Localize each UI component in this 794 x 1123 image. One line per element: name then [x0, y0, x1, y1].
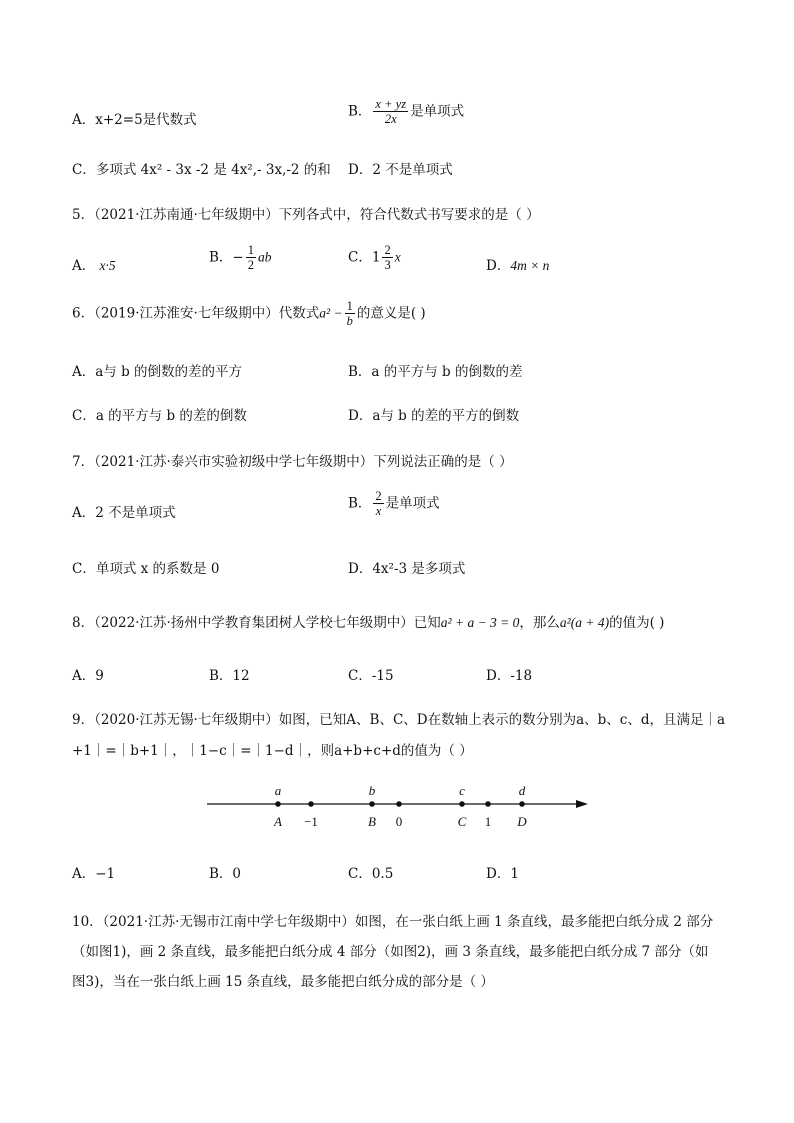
- q5-option-a-expr: x·5: [99, 258, 116, 273]
- q4-option-c: C．多项式 4x² - 3x -2 是 4x²,- 3x,-2 的和: [72, 162, 331, 178]
- q6-stem-head: 6．（2019·江苏淮安·七年级期中）代数式: [72, 305, 320, 322]
- point-d-dot: [519, 801, 525, 807]
- q8-stem-head: 8．（2022·江苏·扬州中学教育集团树人学校七年级期中）已知: [72, 615, 441, 631]
- q5-option-c-tail: x: [394, 249, 401, 265]
- top-label-c: c: [459, 783, 465, 798]
- q5-option-c-fraction: [382, 243, 392, 273]
- q6-option-c: C．a 的平方与 b 的差的倒数: [72, 408, 247, 424]
- q6-option-d: D．a与 b 的差的平方的倒数: [348, 408, 520, 424]
- top-label-b: b: [368, 783, 376, 798]
- q10-stem-line2: （如图1)，画 2 条直线，最多能把白纸分成 4 部分（如图2)，画 3 条直线，最多能把白纸分成 7 部分（如: [72, 944, 709, 960]
- q5-option-c-numerator: 2: [384, 243, 391, 257]
- tick-minus-one-dot: [308, 801, 314, 807]
- q6-stem-denominator: b: [346, 314, 353, 329]
- bottom-label-one: 1: [484, 814, 492, 829]
- q8-option-a: A．9: [72, 668, 104, 684]
- q5-option-d-label: D．: [486, 258, 511, 274]
- q4-option-a: A．x+2=5是代数式: [72, 112, 197, 128]
- q8-stem-expr2: a²(a + 4): [559, 615, 610, 630]
- q6-stem: [72, 299, 426, 329]
- number-line-figure: [0, 775, 794, 835]
- q5-option-c-denominator: 3: [384, 258, 391, 273]
- q5-option-b-fraction: [246, 243, 256, 273]
- bottom-label-C: C: [457, 814, 467, 829]
- q4-option-d: D．2 不是单项式: [348, 162, 453, 178]
- q6-option-a: A．a与 b 的倒数的差的平方: [72, 364, 243, 380]
- q5-option-d: [486, 254, 549, 274]
- q8-stem-tail: 的值为( ): [609, 615, 665, 631]
- point-b-dot: [369, 801, 375, 807]
- q5-option-a: [72, 254, 116, 274]
- q5-option-b: [209, 243, 271, 273]
- q6-stem-tail: 的意义是( ): [356, 305, 426, 322]
- tick-one-dot: [485, 801, 491, 807]
- q10-stem-line1: 10．（2021·江苏·无锡市江南中学七年级期中）如图，在一张白纸上画 1 条直线，最多能把白纸分成 2 部分: [72, 914, 714, 930]
- q8-option-c: C．-15: [348, 668, 394, 684]
- top-label-a: a: [274, 783, 282, 798]
- q5-option-b-tail: ab: [257, 249, 272, 265]
- q8-option-b: B．12: [209, 668, 250, 684]
- q6-stem-numerator: 1: [346, 299, 353, 313]
- q9-option-c: C．0.5: [348, 866, 394, 882]
- q5-option-b-denominator: 2: [247, 258, 254, 273]
- q9-option-d: D．1: [486, 866, 519, 882]
- q4-option-b-label: B．: [348, 103, 372, 120]
- q5-stem: 5．（2021·江苏南通·七年级期中）下列各式中，符合代数式书写要求的是（ ）: [72, 207, 540, 223]
- bottom-label-minus-one: −1: [304, 814, 318, 829]
- bottom-label-zero: 0: [395, 814, 403, 829]
- q8-option-d: D．-18: [486, 668, 533, 684]
- q5-option-b-numerator: 1: [247, 243, 254, 257]
- q6-option-b: B．a 的平方与 b 的倒数的差: [348, 364, 523, 380]
- q7-option-b: [348, 489, 440, 519]
- bottom-label-A: A: [274, 814, 282, 829]
- q9-option-b: B．0: [209, 866, 242, 882]
- q7-option-b-denominator: x: [375, 504, 382, 519]
- q4-option-b-tail: 是单项式: [410, 103, 465, 120]
- q9-stem-line2: +1｜=｜b+1｜，｜1−c｜=｜1−d｜，则a+b+c+d的值为（ ）: [72, 743, 473, 759]
- point-c-dot: [459, 801, 465, 807]
- top-label-d: d: [518, 783, 526, 798]
- q9-option-a: A．−1: [72, 866, 116, 882]
- q5-option-c-whole: 1: [371, 249, 381, 266]
- q4-option-b-fraction: [373, 97, 408, 127]
- q4-option-b-numerator: x + yz: [375, 97, 407, 111]
- bottom-label-B: B: [368, 814, 376, 829]
- q7-option-b-numerator: 2: [375, 489, 382, 503]
- q4-option-b: [348, 97, 464, 127]
- q7-option-a: A．2 不是单项式: [72, 505, 176, 521]
- q5-option-c-label: C．: [348, 249, 372, 266]
- q4-option-b-denominator: 2x: [384, 112, 397, 127]
- q6-stem-expr: a² −: [319, 305, 343, 321]
- point-a-dot: [275, 801, 281, 807]
- q5-option-a-label: A．: [72, 258, 96, 274]
- q5-option-c: [348, 243, 401, 273]
- q5-option-d-expr: 4m × n: [510, 258, 550, 273]
- q7-stem: 7．（2021·江苏·泰兴市实验初级中学七年级期中）下列说法正确的是（ ）: [72, 454, 513, 470]
- q7-option-b-label: B．: [348, 495, 372, 512]
- q6-stem-fraction: [345, 299, 355, 329]
- q8-stem-mid: ，那么: [519, 615, 560, 631]
- q8-stem-expr1: a² + a − 3 = 0: [440, 615, 520, 630]
- q9-stem-line1: 9．（2020·江苏无锡·七年级期中）如图，已知A、B、C、D在数轴上表示的数分别为a、b、c、d，且满足｜a: [72, 712, 726, 728]
- q10-stem-line3: 图3)，当在一张白纸上画 15 条直线，最多能把白纸分成的部分是（ ）: [72, 974, 494, 990]
- q5-option-b-label: B．: [209, 249, 233, 266]
- tick-zero-dot: [396, 801, 402, 807]
- number-line-arrow: [576, 800, 588, 808]
- q7-option-b-fraction: [373, 489, 383, 519]
- q7-option-b-tail: 是单项式: [385, 495, 440, 512]
- q7-option-d: D．4x²-3 是多项式: [348, 561, 466, 577]
- q7-option-c: C．单项式 x 的系数是 0: [72, 561, 220, 577]
- bottom-label-D: D: [517, 814, 527, 829]
- q8-stem: [72, 611, 664, 631]
- q5-option-b-prefix: −: [232, 249, 244, 266]
